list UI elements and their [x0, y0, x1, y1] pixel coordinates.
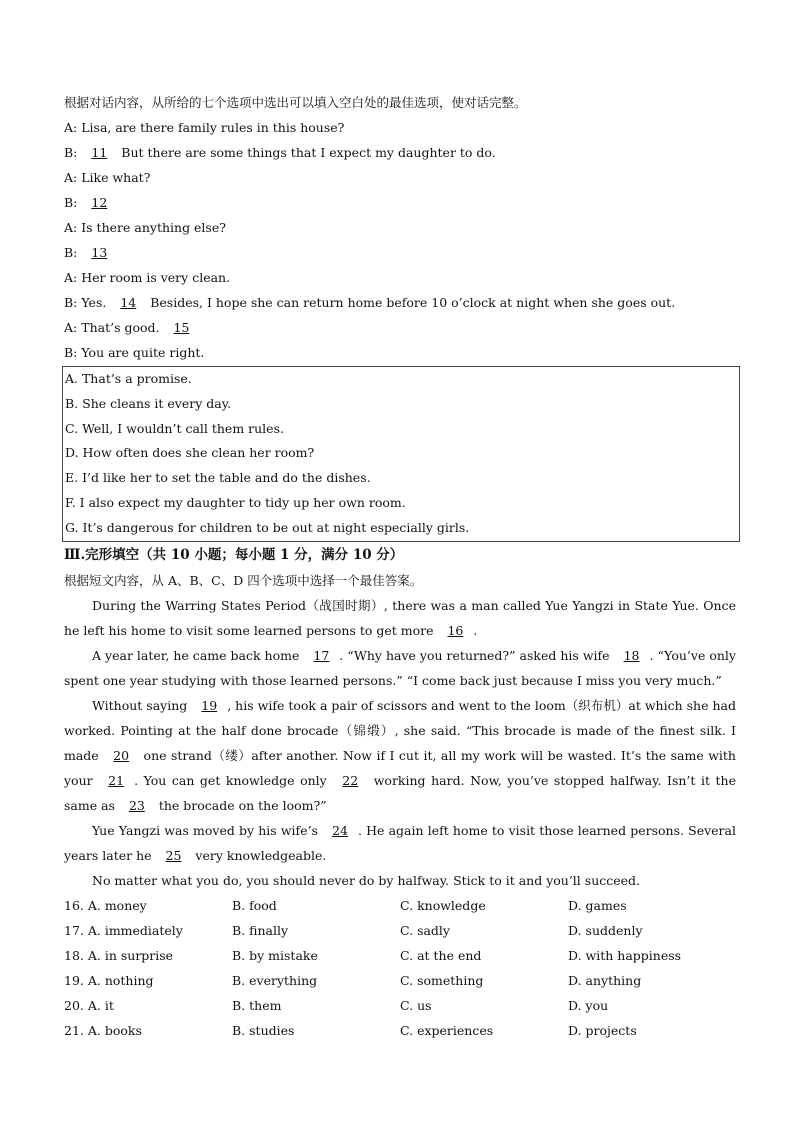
dialogue-line: [64, 240, 736, 265]
dialogue-line: [64, 115, 736, 140]
blank-13[interactable]: 13: [91, 245, 108, 260]
option-g[interactable]: G. It’s dangerous for children to be out at night especially girls.: [65, 519, 470, 535]
exam-page: [64, 90, 736, 1043]
option-c[interactable]: C. Well, I wouldn’t call them rules.: [65, 420, 284, 436]
choice-d[interactable]: D. games: [568, 897, 627, 913]
question-17: [64, 918, 736, 943]
option-e[interactable]: E. I’d like her to set the table and do the dishes.: [65, 470, 371, 486]
dialogue-line: [64, 340, 736, 365]
line-text: Besides, I hope she can return home before 10 o’clock at night when she goes out.: [146, 295, 676, 310]
speaker: B:: [64, 345, 78, 360]
para-text: one strand（缕）after another. Now if I cut it, all my work will be wasted. It’s the same with your: [64, 747, 736, 788]
speaker: B:: [64, 145, 78, 160]
para-text: very knowledgeable.: [191, 847, 327, 863]
option-d[interactable]: D. How often does she clean her room?: [65, 445, 315, 461]
blank-14[interactable]: 14: [120, 295, 137, 310]
speaker: B:: [64, 295, 78, 310]
cloze-paragraph-2: [64, 643, 736, 693]
choice-d[interactable]: D. with happiness: [568, 947, 682, 963]
choice-c[interactable]: C. sadly: [400, 922, 450, 938]
para-text: . “You’ve only spent one year studying with those learned persons.” “I come back just because I miss you very much.”: [64, 647, 736, 688]
speaker: B:: [64, 195, 78, 210]
option-a[interactable]: A. That’s a promise.: [65, 371, 192, 386]
choice-b[interactable]: B. them: [232, 997, 282, 1013]
dialogue-line: [64, 265, 736, 290]
blank-19[interactable]: 19: [201, 697, 218, 713]
blank-21[interactable]: 21: [108, 772, 125, 788]
line-text: But there are some things that I expect my daughter to do.: [117, 145, 496, 160]
speaker: A:: [64, 270, 78, 285]
cloze-paragraph-5: No matter what you do, you should never do by halfway. Stick to it and you’ll succeed.: [92, 872, 641, 888]
line-text: That’s good.: [81, 320, 164, 335]
blank-23[interactable]: 23: [128, 797, 145, 813]
section-heading: Ⅲ.完形填空（共 10 小题；每小题 1 分，满分 10 分）: [64, 546, 404, 563]
dialogue-line: [64, 215, 736, 240]
blank-20[interactable]: 20: [113, 747, 130, 763]
question-20: [64, 993, 736, 1018]
options-box: [62, 366, 740, 542]
question-16: [64, 893, 736, 918]
cloze-paragraph-3: [64, 693, 736, 818]
blank-25[interactable]: 25: [165, 847, 182, 863]
option-f[interactable]: F. I also expect my daughter to tidy up her own room.: [65, 494, 406, 510]
speaker: B:: [64, 245, 78, 260]
question-21: [64, 1018, 736, 1043]
para-text: Without saying: [92, 697, 192, 713]
cloze-paragraph-4: [64, 818, 736, 868]
cloze-paragraph-1: [64, 593, 736, 643]
speaker: A:: [64, 120, 78, 135]
blank-12[interactable]: 12: [91, 195, 108, 210]
line-text: Her room is very clean.: [81, 270, 231, 285]
choice-d[interactable]: D. projects: [568, 1022, 637, 1038]
para-text: . You can get knowledge only: [134, 772, 333, 788]
line-text: You are quite right.: [81, 345, 205, 360]
choice-c[interactable]: C. us: [400, 997, 432, 1013]
choice-a[interactable]: 18. A. in surprise: [64, 947, 174, 963]
para-text: working hard. Now, you’ve stopped halfway. Isn’t it the same as: [64, 772, 737, 813]
choice-b[interactable]: B. everything: [232, 972, 318, 988]
speaker: A:: [64, 320, 78, 335]
para-text: .: [473, 622, 478, 638]
choice-a[interactable]: 17. A. immediately: [64, 922, 183, 938]
blank-22[interactable]: 22: [342, 772, 359, 788]
dialogue-line: [64, 315, 736, 340]
blank-11[interactable]: 11: [91, 145, 108, 160]
dialogue-line: [64, 190, 736, 215]
choice-b[interactable]: B. by mistake: [232, 947, 318, 963]
choice-a[interactable]: 19. A. nothing: [64, 972, 154, 988]
choice-b[interactable]: B. finally: [232, 922, 289, 938]
para-text: , his wife took a pair of scissors and went to the loom（织布机）at which she had worked. Pointing at the half done brocade（锦缎）, she said. “This brocade is made of the finest silk. I made: [64, 697, 736, 763]
speaker: A:: [64, 220, 78, 235]
choice-c[interactable]: C. at the end: [400, 947, 482, 963]
dialogue-instruction: 根据对话内容，从所给的七个选项中选出可以填入空白处的最佳选项，使对话完整。: [64, 95, 527, 110]
question-19: [64, 968, 736, 993]
blank-15[interactable]: 15: [173, 320, 190, 335]
question-18: [64, 943, 736, 968]
line-text: Is there anything else?: [81, 220, 226, 235]
line-text: Yes.: [81, 295, 111, 310]
choice-d[interactable]: D. anything: [568, 972, 642, 988]
choice-a[interactable]: 16. A. money: [64, 897, 147, 913]
para-text: Yue Yangzi was moved by his wife’s: [92, 822, 323, 838]
blank-16[interactable]: 16: [447, 622, 464, 638]
para-text: . “Why have you returned?” asked his wife: [339, 647, 614, 663]
choice-a[interactable]: 21. A. books: [64, 1022, 142, 1038]
speaker: A:: [64, 170, 78, 185]
para-text: the brocade on the loom?”: [154, 797, 327, 813]
line-text: Like what?: [81, 170, 151, 185]
choice-c[interactable]: C. experiences: [400, 1022, 494, 1038]
blank-17[interactable]: 17: [313, 647, 330, 663]
choice-c[interactable]: C. something: [400, 972, 484, 988]
option-b[interactable]: B. She cleans it every day.: [65, 395, 232, 411]
para-text: . He again left home to visit those learned persons. Several years later he: [64, 822, 736, 863]
dialogue-line: [64, 140, 736, 165]
choice-b[interactable]: B. studies: [232, 1022, 295, 1038]
choice-a[interactable]: 20. A. it: [64, 997, 114, 1013]
choice-d[interactable]: D. suddenly: [568, 922, 643, 938]
para-text: A year later, he came back home: [92, 647, 304, 663]
question-list: [64, 893, 736, 1043]
choice-d[interactable]: D. you: [568, 997, 609, 1013]
dialogue-line: [64, 290, 736, 315]
choice-b[interactable]: B. food: [232, 897, 277, 913]
cloze-instruction: 根据短文内容，从 A、B、C、D 四个选项中选择一个最佳答案。: [64, 572, 423, 588]
blank-24[interactable]: 24: [332, 822, 349, 838]
dialogue: [64, 115, 736, 365]
line-text: Lisa, are there family rules in this house?: [81, 120, 345, 135]
para-text: During the Warring States Period（战国时期）, there was a man called Yue Yangzi in State Yue. Once he left his home to visit some learned persons to get more: [64, 597, 736, 638]
choice-c[interactable]: C. knowledge: [400, 897, 486, 913]
dialogue-line: [64, 165, 736, 190]
blank-18[interactable]: 18: [623, 647, 640, 663]
